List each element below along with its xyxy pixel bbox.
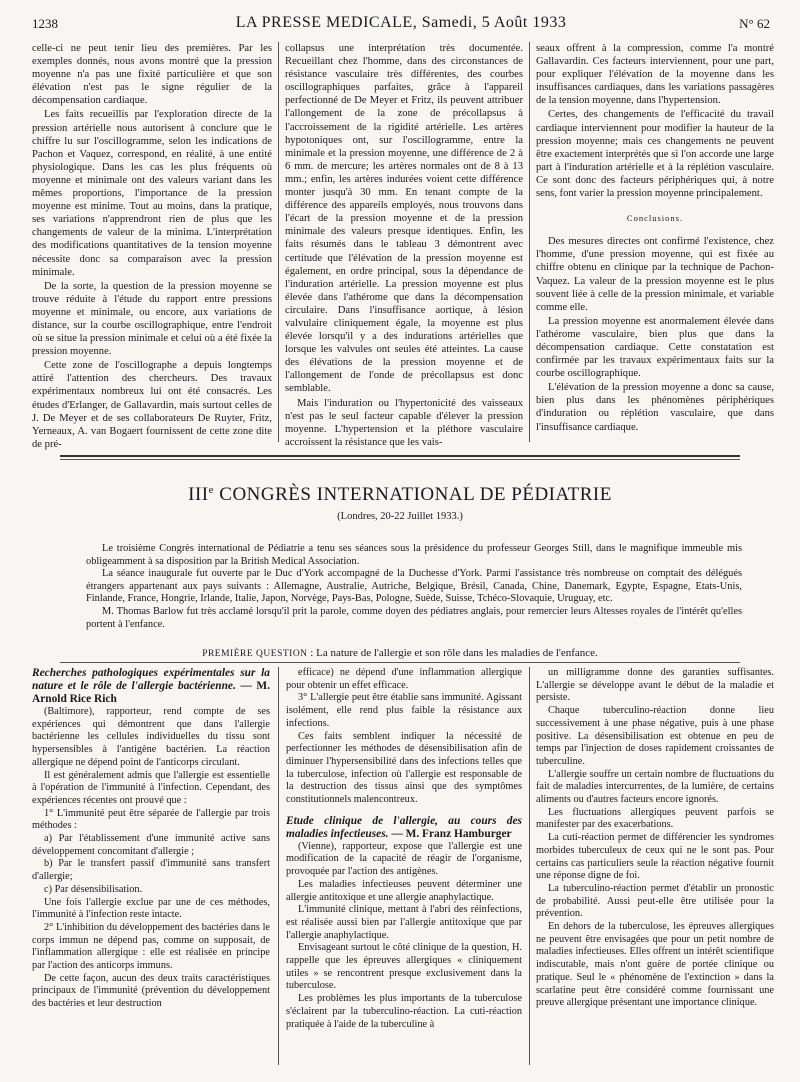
paragraph: Chaque tuberculino-réaction donne lieu successivement à une phase négative, puis à une phase positive. La désensibilisation est obtenue en peu de temps par l'injection de doses rapidement croissantes de tuberculine.	[536, 705, 774, 767]
paragraph: Une fois l'allergie exclue par une de ces méthodes, l'immunité à l'infection reste intacte.	[32, 896, 270, 921]
bottom-column-3	[536, 667, 774, 1067]
conclusions-heading: Conclusions.	[626, 213, 684, 224]
paragraph: a) Par l'établissement d'une immunité active sans développement concomitant d'allergie ;	[32, 833, 270, 857]
bottom-column-2	[286, 667, 522, 1067]
section-divider	[60, 662, 740, 663]
paragraph: Mais l'induration ou l'hypertonicité des vaisseaux n'est pas le seul facteur capable d'élever la pression moyenne. L'hypertension et la pléthore vasculaire accroissent la résistance que les vais-	[285, 397, 523, 448]
journal-title: LA PRESSE MEDICALE, Samedi, 5 Août 1933	[235, 14, 567, 31]
paragraph: 2° L'inhibition du développement des bactéries dans le corps immun ne dépend pas, comme on supposait, de l'inflammation allergique : elle est réalisée en principe par l'action des anticorps immuns.	[32, 921, 270, 972]
paragraph: La séance inaugurale fut ouverte par le Duc d'York accompagné de la Duchesse d'York. Parmi l'assistance très nombreuse on comptait des délégués étrangers appartenant aux pays suivants : Allemagne, Australie, Autriche, Belgique, Brésil, Canada, Chine, Danemark, Egypte, Espagne, Etats-Unis, Finlande, France, Hongrie, Irlande, Italie, Japon, Norvège, Pays-Bas, Pologne, Suède, Suisse, Tchéco-Slovaquie, Uruguay, etc.	[86, 568, 742, 605]
article-title: Recherches pathologiques expérimentales sur la nature et le rôle de l'allergie bactérienne. — M. Arnold Rice Rich	[32, 667, 271, 705]
section-divider	[60, 455, 740, 457]
paragraph: L'élévation de la pression moyenne a donc sa cause, bien plus dans les phénomènes périphériques d'induration ou réplétion vasculaire, que dans l'insuffisance cardiaque.	[536, 382, 774, 433]
congress-reports	[32, 667, 774, 1067]
top-column-3	[536, 42, 774, 444]
paragraph: Ces faits semblent indiquer la nécessité de perfectionner les méthodes de désensibilisation afin de diminuer l'hypersensibilité dans des infections telles que la tuberculose, infection où l'allergie est responsable de la destruction des tissus ainsi que des symptômes constitutionnels malencontreux.	[286, 730, 522, 806]
article-title: Etude clinique de l'allergie, au cours des maladies infectieuses. — M. Franz Hamburger	[286, 814, 522, 840]
article-continuation	[32, 42, 774, 450]
paragraph: Il est généralement admis que l'allergie est essentielle à l'opération de l'immunité à l'infection. Cependant, des expériences récentes ont prouvé que :	[32, 769, 270, 806]
section-divider	[60, 459, 740, 460]
top-column-2	[285, 42, 523, 448]
congress-introduction	[86, 543, 742, 631]
paragraph: De cette façon, aucun des deux traits caractéristiques principaux de l'immunité (prévention du développement des bactéries et leur destruction	[32, 972, 270, 1010]
paragraph: 1° L'immunité peut être séparée de l'allergie par trois méthodes :	[32, 807, 270, 832]
column-rule	[529, 667, 530, 1065]
paragraph: La cuti-réaction permet de différencier les syndromes morbides tuberculeux de ceux qui ne le sont pas. Pour certains cas particuliers seule la réaction négative fournit une réponse digne de foi.	[536, 832, 774, 882]
paragraph: La pression moyenne est anormalement élevée dans l'athérome vasculaire, bien plus que dans la décompensation cardiaque. Cette constatation est confirmée par les travaux expérimentaux faits sur la courbe oscillographique.	[536, 315, 774, 380]
paragraph: Des mesures directes ont confirmé l'existence, chez l'homme, d'une pression moyenne, qui est fixée au chiffre obtenu en clinique par la technique de Pachon-Vaquez. La valeur de la pression moyenne est le plus souvent liée à celle de la pression minimale, et variable comme elle.	[536, 236, 774, 313]
paragraph: collapsus une interprétation très documentée. Recueillant chez l'homme, dans des circonstances de résistance vasculaire très différentes, des courbes oscillographiques parfaites, grâce à l'appareil perfectionné de De Meyer et Fritz, ils peuvent attribuer l'allongement de la zone de précollapsus à l'accroissement de la rigidité artérielle. Les artères hypotoniques ont, sur l'oscillogramme, entre la minimale et la pression moyenne, une différence de 2 à 6 mm. de mercure; les artères normales ont de 8 à 13 mm.; enfin, les artères indurées voient cette différence monter jusqu'à 30 mm. En tenant compte de la différence des appareils employés, nous trouvons dans l'écart de la pression moyenne et de la pression minimale des valeurs presque identiques. Enfin, les faits résumés dans le tableau 3 démontrent avec certitude que l'élévation de la pression moyenne est également, en ordre principal, sous la dépendance de l'induration artérielle. La pression moyenne est plus élevée dans l'athérome que dans la décompensation circulaire. Dans l'insuffisance aortique, à lésion valvulaire cliniquement égale, la moyenne est plus élevée lorsqu'il y a des indurations artérielles que lorsque les valvules ont seules été atteintes. La cause des élévations de la pression moyenne et de l'allongement de l'onde de précollapsus est donc semblable.	[285, 43, 523, 395]
congress-dates: (Londres, 20-22 Juillet 1933.)	[337, 511, 463, 522]
paragraph: Le troisième Congrès international de Pédiatrie a tenu ses séances sous la présidence du professeur Georges Still, dans le magnifique immeuble mis obligeamment à sa disposition par la British Medical Association.	[86, 543, 742, 567]
paragraph: Les faits recueillis par l'exploration directe de la pression artérielle nous autorisent à conclure que le chiffre lu sur l'oscillogramme, selon les indications de Pachon et Vaquez, correspond, en réalité, à une entité physiologique. Dans les cas les plus fréquents où moyenne et minimale ont des valeurs variant dans les mêmes proportions, l'importance de la pression moyenne est minime. Tout au moins, dans la pratique, ses variations n'apprendront rien de plus que les changements de valeur de la minima. L'interprétation des modifications quantitatives de la tension moyenne nécessite donc sa comparaison avec la pression minimale.	[32, 109, 272, 278]
question-heading: PREMIÈRE QUESTION : La nature de l'allergie et son rôle dans les maladies de l'enfance.	[202, 647, 598, 659]
paragraph: De la sorte, la question de la pression moyenne se trouve réduite à l'étude du rapport entre pressions moyenne et minimale, ou encore, aux variations de distance, sur la courbe oscillographique, entre l'endroit où se situe la pression minimale et celui où a été fixée la pression moyenne.	[32, 280, 272, 358]
page-number: 1238	[32, 16, 58, 31]
paragraph: Les problèmes les plus importants de la tuberculose s'éclairent par la tuberculino-réaction. La cuti-réaction pratiquée à l'aide de la tuberculine à	[286, 993, 522, 1030]
paragraph: L'allergie souffre un certain nombre de fluctuations du fait de maladies intercurrentes, de la lumière, de certains aliments ou d'autres facteurs encore ignorés.	[536, 768, 774, 806]
paragraph: c) Par désensibilisation.	[44, 883, 143, 895]
paragraph: M. Thomas Barlow fut très acclamé lorsqu'il prit la parole, comme doyen des pédiatres anglais, pour remercier leurs Altesses royales de l'intérêt qu'elles portent à l'enfance.	[86, 605, 742, 630]
column-rule	[529, 42, 530, 442]
issue-number: N° 62	[739, 16, 770, 31]
paragraph: En dehors de la tuberculose, les épreuves allergiques ne peuvent être envisagées que pour un petit nombre de maladies infectieuses. Elles offrent un intérêt scientifique indiscutable, mais n'ont guère de portée clinique ou pratique. Seul le « phénomène de l'extinction » dans la scarlatine peut être considéré comme fournissant une preuve allergique présentant une importance clinique.	[536, 921, 774, 1009]
paragraph: celle-ci ne peut tenir lieu des premières. Par les exemples donnés, nous avons montré que la pression moyenne n'a pas une fixité particulière et que son élévation n'est pas le signe régulier de la décompensation cardiaque.	[32, 43, 272, 107]
paragraph: Les maladies infectieuses peuvent déterminer une allergie antitoxique et une allergie anaphylactique.	[286, 878, 522, 903]
paragraph: (Vienne), rapporteur, expose que l'allergie est une modification de la capacité de réagir de l'organisme, provoquée par l'action des antigènes.	[286, 840, 522, 878]
paragraph: b) Par le transfert passif d'immunité sans transfert d'allergie;	[32, 858, 270, 883]
top-column-1	[32, 42, 272, 450]
paragraph: Cette zone de l'oscillographe a depuis longtemps attiré l'attention des chercheurs. Des travaux expérimentaux nombreux lui ont été consacrés. Les études d'Erlanger, de Gallavardin, mais surtout celles de J. De Meyer et de ses collaborateurs De Ruyter, Fritz, Yerneaux, A. van Bogaert fournissent de cette zone dite de pré-	[32, 360, 272, 450]
paragraph: Les fluctuations allergiques peuvent parfois se manifester par des exacerbations.	[536, 806, 774, 831]
paragraph: L'immunité clinique, mettant à l'abri des réinfections, est réalisée aussi bien par l'allergie antitoxique que par l'allergie anaphylactique.	[286, 904, 522, 941]
paragraph: Envisageant surtout le côté clinique de la question, H. rappelle que les épreuves allergiques « cliniquement utiles » se rencontrent presque exclusivement dans la tuberculose.	[286, 942, 522, 992]
bottom-column-1	[32, 667, 270, 1067]
paragraph: 3° L'allergie peut être établie sans immunité. Agissant isolément, elle rend plus faible la résistance aux infections.	[286, 692, 522, 729]
paragraph: un milligramme donne des garanties suffisantes. L'allergie se développe avant le début de la maladie et persiste.	[536, 667, 774, 704]
column-rule	[278, 667, 279, 1065]
paragraph: seaux offrent à la compression, comme l'a montré Gallavardin. Ces facteurs interviennent, pour une part, pour expliquer l'élévation de la moyenne dans les insuffisances cardiaques, dans les variations passagères de la tension moyenne, dans l'hypertension.	[536, 43, 774, 107]
congress-title: IIIe CONGRÈS INTERNATIONAL DE PÉDIATRIE	[188, 484, 612, 505]
paragraph: efficace) ne dépend d'une inflammation allergique pour obtenir un effet efficace.	[286, 667, 522, 691]
page-header	[32, 14, 770, 36]
paragraph: Certes, des changements de l'efficacité du travail cardiaque interviennent pour modifier la hauteur de la pression moyenne; mais ces changements ne peuvent être exactement interprétés que si l'on accorde une large part à l'induration artérielle et à la réplétion vasculaire. Ce sont donc des facteurs périphériques qui, à notre sens, font varier la pression moyenne principalement.	[536, 109, 774, 200]
paragraph: (Baltimore), rapporteur, rend compte de ses expériences qui démontrent que dans l'allergie bactérienne les cellules individuelles du tissu sont hypersensibles à l'antigène bactérien. La réaction allergique ne dépend point de l'anticorps circulant.	[32, 706, 270, 768]
paragraph: La tuberculino-réaction permet d'établir un pronostic de probabilité. Aussi peut-elle être utilisée pour la prévention.	[536, 882, 774, 920]
column-rule	[278, 42, 279, 442]
